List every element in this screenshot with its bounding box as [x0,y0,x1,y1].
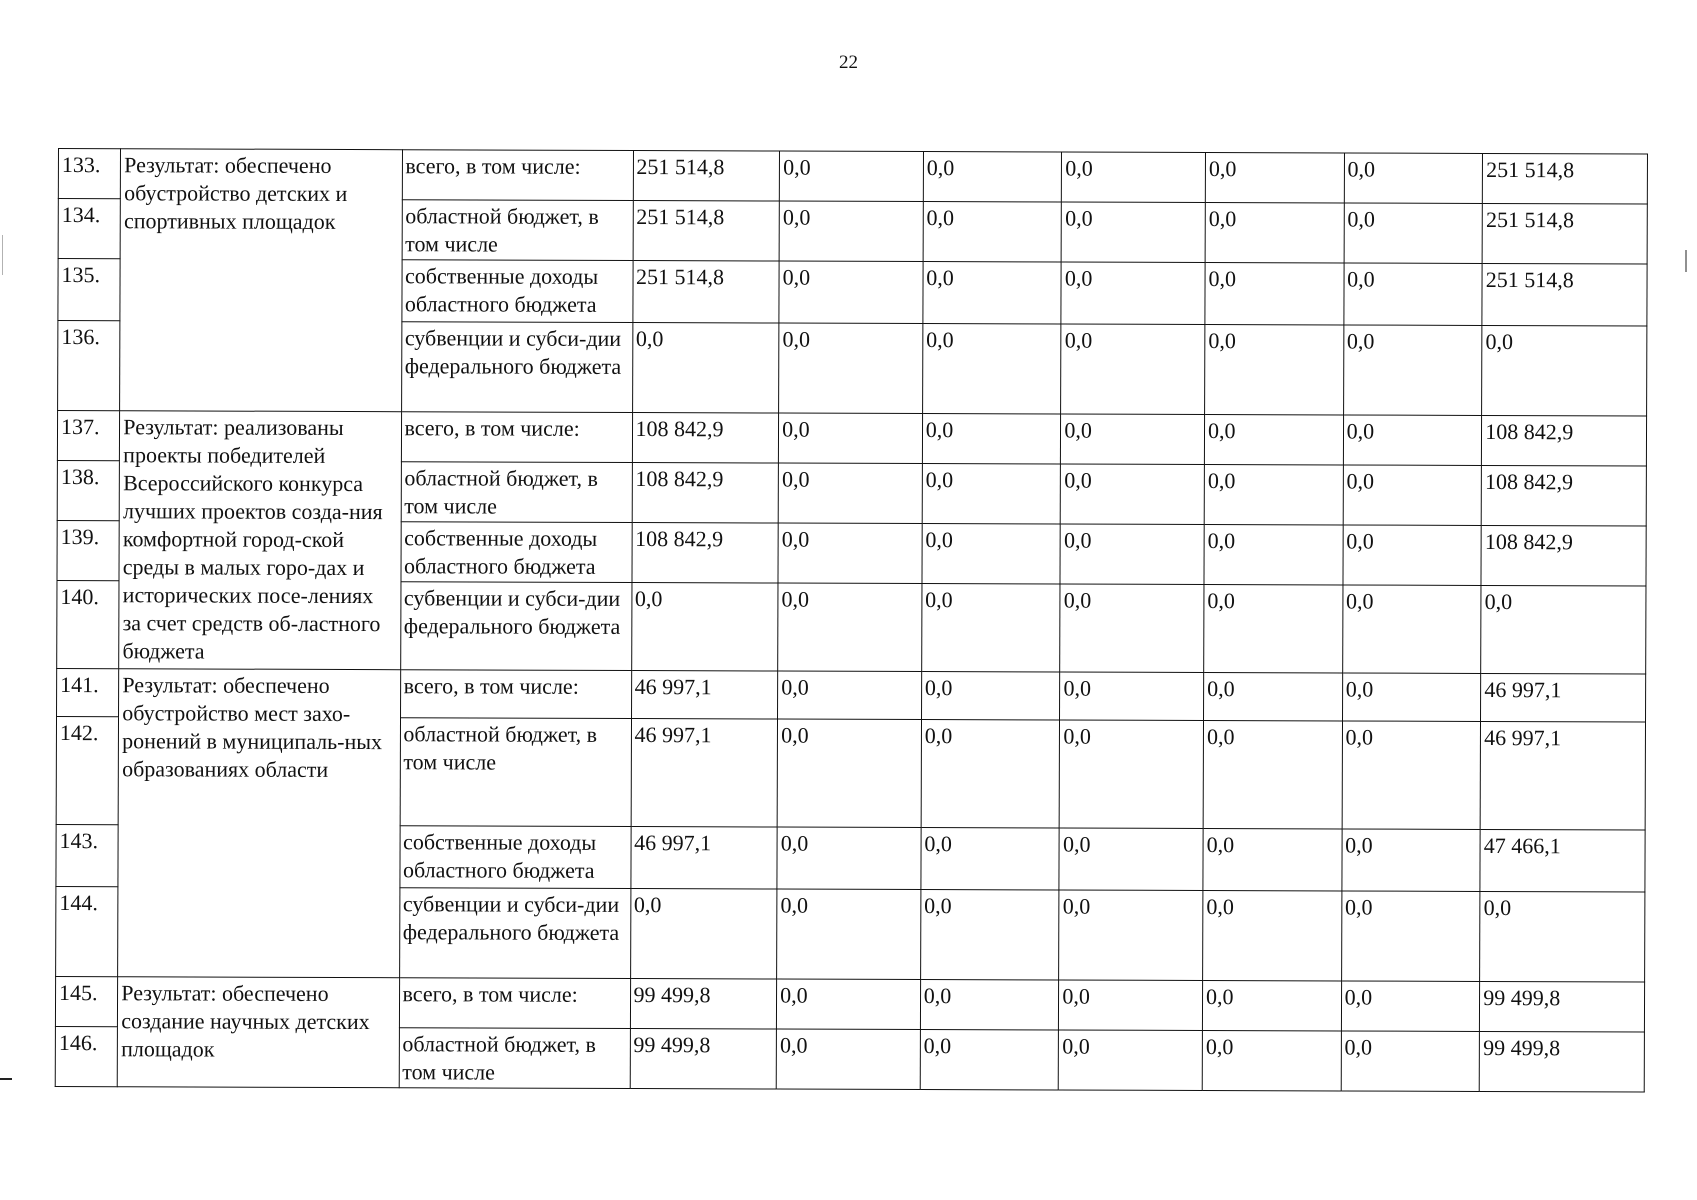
scan-mark [0,1078,12,1080]
value-cell: 0,0 [1204,415,1343,465]
total-cell: 251 514,8 [1483,153,1648,204]
table-body [55,149,1647,1093]
value-cell: 0,0 [1205,325,1344,415]
funding-source: собственные доходы областного бюджета [399,826,630,889]
value-cell: 108 842,9 [632,523,779,584]
row-number: 140. [57,580,120,668]
value-cell: 0,0 [777,979,921,1030]
value-cell: 0,0 [1342,829,1481,891]
value-cell: 0,0 [778,671,922,720]
value-cell: 0,0 [1061,202,1205,263]
funding-source: собственные доходы областного бюджета [401,260,632,323]
value-cell: 0,0 [922,324,1061,414]
value-cell: 0,0 [1344,153,1483,203]
value-cell: 0,0 [1341,981,1480,1031]
value-cell: 0,0 [1059,828,1203,891]
value-cell: 0,0 [1341,891,1480,981]
funding-source: областной бюджет, в том числе [400,718,631,827]
value-cell: 0,0 [1061,324,1205,415]
value-cell: 251 514,8 [633,151,780,202]
value-cell: 0,0 [778,583,922,672]
value-cell: 108 842,9 [632,413,779,464]
value-cell: 0,0 [1059,980,1203,1031]
value-cell: 108 842,9 [632,463,779,524]
value-cell: 0,0 [1205,203,1344,263]
total-cell: 251 514,8 [1482,203,1647,264]
value-cell: 0,0 [1341,1031,1480,1091]
row-number: 137. [57,411,119,461]
value-cell: 0,0 [920,890,1059,980]
total-cell: 46 997,1 [1480,721,1645,830]
result-description: Результат: обеспечено создание научных детских площадок [117,977,399,1088]
funding-source: субвенции и субси-дии федерального бюджета [400,582,631,671]
value-cell: 0,0 [778,523,922,584]
value-cell: 251 514,8 [632,261,779,324]
row-number: 134. [58,199,120,259]
value-cell: 46 997,1 [631,671,778,720]
row-number: 136. [58,321,121,411]
value-cell: 0,0 [1060,720,1204,829]
funding-source: субвенции и субси-дии федерального бюджета [401,322,632,413]
value-cell: 0,0 [1203,721,1342,829]
row-number: 144. [56,886,119,976]
value-cell: 0,0 [1344,263,1483,325]
value-cell: 0,0 [777,719,921,828]
funding-source: областной бюджет, в том числе [399,1028,630,1089]
row-number: 135. [58,259,120,321]
value-cell: 0,0 [1343,465,1482,525]
scan-mark [1685,250,1687,272]
total-cell: 0,0 [1482,325,1647,416]
value-cell: 0,0 [1203,829,1342,891]
row-number: 133. [58,149,120,199]
value-cell: 0,0 [1060,584,1204,673]
value-cell: 0,0 [1060,524,1204,585]
funding-source: областной бюджет, в том числе [401,462,632,523]
value-cell: 0,0 [779,201,923,262]
row-number: 143. [56,824,118,886]
table-row [58,149,1647,205]
funding-source: всего, в том числе: [402,150,633,201]
total-cell: 99 499,8 [1479,1031,1644,1092]
value-cell: 0,0 [1202,1031,1341,1091]
funding-source: всего, в том числе: [399,978,630,1029]
value-cell: 0,0 [1342,673,1481,721]
funding-source: областной бюджет, в том числе [402,200,633,261]
value-cell: 0,0 [921,672,1060,720]
total-cell: 47 466,1 [1480,829,1645,892]
value-cell: 0,0 [1344,203,1483,263]
total-cell: 108 842,9 [1481,525,1646,586]
value-cell: 0,0 [921,584,1060,672]
value-cell: 0,0 [777,889,921,980]
total-cell: 108 842,9 [1482,415,1647,466]
value-cell: 0,0 [920,1030,1059,1090]
value-cell: 0,0 [632,323,779,414]
value-cell: 0,0 [1204,525,1343,585]
value-cell: 0,0 [1061,262,1205,325]
value-cell: 0,0 [1061,414,1205,465]
value-cell: 0,0 [776,1029,920,1090]
table-row [57,411,1646,467]
value-cell: 0,0 [1060,672,1204,721]
scan-mark [2,235,3,275]
value-cell: 99 499,8 [630,979,777,1030]
value-cell: 0,0 [1342,585,1481,673]
value-cell: 0,0 [922,464,1061,524]
row-number: 142. [56,716,119,824]
total-cell: 46 997,1 [1481,673,1646,722]
total-cell: 99 499,8 [1480,981,1645,1032]
result-description: Результат: обеспечено обустройство детских и спортивных площадок [120,149,402,412]
value-cell: 0,0 [1205,153,1344,203]
total-cell: 0,0 [1480,891,1645,982]
funding-source: всего, в том числе: [401,412,632,463]
value-cell: 0,0 [779,413,923,464]
value-cell: 0,0 [921,828,1060,890]
result-description: Результат: реализованы проекты победителей Всероссийского конкурса лучших проектов созда-ния комфортной город-ской среды в малых горо-дах и исторических посе-лениях за счет средств об-ластного бюджета [119,411,401,670]
budget-table [55,148,1648,1093]
value-cell: 0,0 [631,583,778,672]
value-cell: 0,0 [1202,981,1341,1031]
value-cell: 0,0 [922,524,1061,584]
value-cell: 0,0 [920,980,1059,1030]
value-cell: 0,0 [921,720,1060,828]
value-cell: 0,0 [923,152,1062,202]
row-number: 145. [55,976,117,1026]
page-number: 22 [839,52,858,73]
value-cell: 0,0 [922,414,1061,464]
row-number: 146. [55,1026,117,1086]
value-cell: 0,0 [777,827,921,890]
value-cell: 0,0 [779,261,923,324]
value-cell: 0,0 [1342,721,1481,829]
value-cell: 0,0 [779,323,923,414]
total-cell: 0,0 [1481,585,1646,674]
value-cell: 0,0 [1205,263,1344,325]
value-cell: 46 997,1 [631,719,778,828]
value-cell: 0,0 [923,202,1062,262]
value-cell: 0,0 [1059,1030,1203,1091]
table-row [55,976,1644,1032]
value-cell: 0,0 [1062,152,1206,203]
value-cell: 0,0 [1059,890,1203,981]
value-cell: 0,0 [1204,465,1343,525]
table-row [57,668,1646,722]
row-number: 139. [57,520,119,580]
value-cell: 0,0 [1343,325,1482,415]
value-cell: 251 514,8 [633,201,780,262]
value-cell: 46 997,1 [630,827,777,890]
funding-source: всего, в том числе: [400,670,631,719]
value-cell: 99 499,8 [630,1029,777,1090]
value-cell: 0,0 [778,463,922,524]
value-cell: 0,0 [923,262,1062,324]
funding-source: собственные доходы областного бюджета [400,522,631,583]
value-cell: 0,0 [1204,585,1343,673]
total-cell: 251 514,8 [1482,263,1647,326]
total-cell: 108 842,9 [1481,465,1646,526]
value-cell: 0,0 [1204,673,1343,721]
funding-source: субвенции и субси-дии федерального бюджета [399,888,630,979]
row-number: 138. [57,460,119,520]
value-cell: 0,0 [1343,415,1482,465]
value-cell: 0,0 [779,151,923,202]
result-description: Результат: обеспечено обустройство мест захо-ронений в муниципаль-ных образованиях области [118,669,400,978]
value-cell: 0,0 [1343,525,1482,585]
value-cell: 0,0 [1203,891,1342,981]
value-cell: 0,0 [630,889,777,980]
value-cell: 0,0 [1061,464,1205,525]
row-number: 141. [57,668,119,716]
